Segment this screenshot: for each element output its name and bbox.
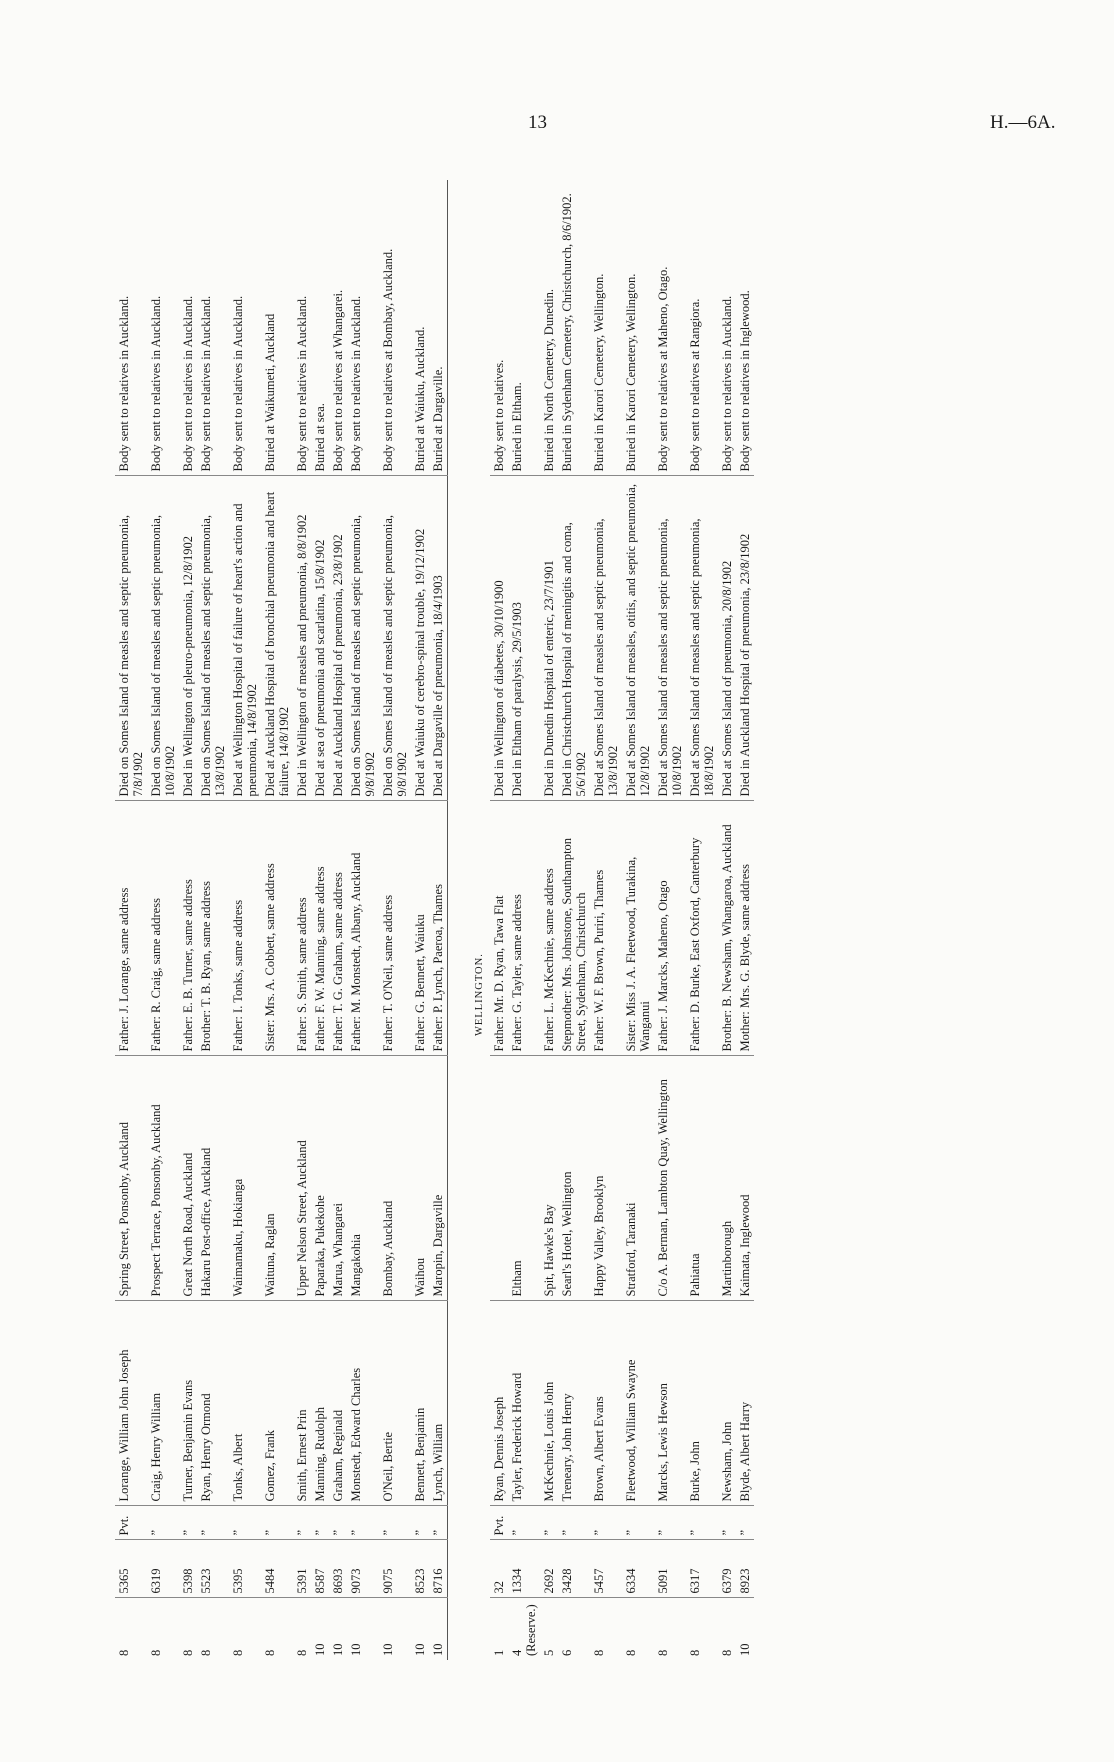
address-cell: Upper Nelson Street, Auckland: [293, 1056, 311, 1301]
contingent-cell: 8: [261, 1598, 293, 1660]
remarks-cell: Body sent to relatives in Auckland.: [117, 295, 131, 472]
next-of-kin-cell: Father: J. Lorange, same address: [115, 801, 147, 1056]
address-cell: Waihou: [411, 1056, 429, 1301]
contingent-cell: 8: [147, 1598, 179, 1660]
name-cell: Newsham, John: [718, 1301, 736, 1506]
wellington-heading: WELLINGTON.: [474, 953, 485, 1036]
rank-cell: ”: [429, 1506, 448, 1540]
rank-cell: ”: [622, 1506, 654, 1540]
next-of-kin-cell: Stepmother: Mrs. Johnstone, Southampton Street, Sydenham, Christchurch: [558, 801, 590, 1056]
death-cell: Died at Somes Island of measles and septic pneumonia, 18/8/1902: [686, 476, 718, 801]
rank-cell: ”: [508, 1506, 540, 1540]
death-cell: Died at Somes Island of measles, otitis, and septic pneumonia, 12/8/1902: [622, 476, 654, 801]
next-of-kin-cell: Sister: Mrs. A. Cobbett, same address: [261, 801, 293, 1056]
rank-cell: ”: [540, 1506, 558, 1540]
name-cell: Turner, Benjamin Evans: [179, 1301, 197, 1506]
address-cell: Pahiatua: [686, 1056, 718, 1301]
remarks-cell: Buried at Waiuku, Auckland.: [413, 326, 427, 472]
next-of-kin-cell: Father: P. Lynch, Paeroa, Thames: [429, 801, 448, 1056]
contingent-cell: 8: [179, 1598, 197, 1660]
table-row: [197, 180, 229, 1660]
address-cell: Great North Road, Auckland: [179, 1056, 197, 1301]
regimental-number-cell: 32: [490, 1540, 508, 1598]
regimental-number-cell: 6379: [718, 1540, 736, 1598]
regimental-number-cell: 5398: [179, 1540, 197, 1598]
next-of-kin-cell: Father: F. W. Manning, same address: [311, 801, 329, 1056]
remarks-cell: Buried in Eltham.: [509, 382, 524, 472]
rank-cell: ”: [718, 1506, 736, 1540]
rank-cell: ”: [147, 1506, 179, 1540]
address-cell: Spit, Hawke's Bay: [540, 1056, 558, 1301]
table-row: [329, 180, 347, 1660]
rank-cell: ”: [736, 1506, 754, 1540]
next-of-kin-cell: Father: G. Bennett, Waiuku: [411, 801, 429, 1056]
address-cell: Kaimata, Inglewood: [736, 1056, 754, 1301]
address-cell: Bombay, Auckland: [379, 1056, 411, 1301]
address-cell: Hakaru Post-office, Auckland: [197, 1056, 229, 1301]
table-row: [229, 180, 261, 1660]
rank-cell: Pvt.: [490, 1506, 508, 1540]
name-cell: O'Neil, Bertie: [379, 1301, 411, 1506]
next-of-kin-cell: Father: D. Burke, East Oxford, Canterbury: [686, 801, 718, 1056]
table-row: [147, 180, 179, 1660]
next-of-kin-cell: Father: S. Smith, same address: [293, 801, 311, 1056]
contingent-cell: 1: [490, 1598, 508, 1660]
table-row: [540, 180, 558, 1660]
name-cell: Tayler, Frederick Howard: [508, 1301, 540, 1506]
remarks-cell: Body sent to relatives in Auckland.: [149, 295, 163, 472]
regimental-number-cell: 5395: [229, 1540, 261, 1598]
section-divider: [448, 180, 490, 1660]
table-row: [347, 180, 379, 1660]
contingent-cell: 8: [718, 1598, 736, 1660]
table-row: [686, 180, 718, 1660]
address-cell: Martinborough: [718, 1056, 736, 1301]
death-cell: Died on Somes Island of measles and septic pneumonia, 9/8/1902: [347, 476, 379, 801]
next-of-kin-cell: Brother: T. B. Ryan, same address: [197, 801, 229, 1056]
address-cell: Marua, Whangarei: [329, 1056, 347, 1301]
next-of-kin-cell: Father: I. Tonks, same address: [229, 801, 261, 1056]
rank-cell: ”: [590, 1506, 622, 1540]
address-cell: C/o A. Berman, Lambton Quay, Wellington: [654, 1056, 686, 1301]
address-cell: Eltham: [508, 1056, 540, 1301]
death-cell: Died in Dunedin Hospital of enteric, 23/7/1901: [540, 476, 558, 801]
rank-cell: ”: [686, 1506, 718, 1540]
wellington-section: [490, 180, 754, 1660]
name-cell: Craig, Henry William: [147, 1301, 179, 1506]
address-cell: Waimamaku, Hokianga: [229, 1056, 261, 1301]
regimental-number-cell: 6319: [147, 1540, 179, 1598]
contingent-cell: 5: [540, 1598, 558, 1660]
next-of-kin-cell: Father: R. Craig, same address: [147, 801, 179, 1056]
regimental-number-cell: 8716: [429, 1540, 448, 1598]
remarks-cell: Buried in Sydenham Cemetery, Christchurch, 8/6/1902.: [559, 193, 574, 472]
table-row: [261, 180, 293, 1660]
address-cell: Searl's Hotel, Wellington: [558, 1056, 590, 1301]
death-cell: Died at Somes Island of pneumonia, 20/8/1902: [718, 476, 736, 801]
contingent-cell: 10: [736, 1598, 754, 1660]
death-cell: Died in Wellington of diabetes, 30/10/1900: [490, 476, 508, 801]
contingent-cell: 10: [411, 1598, 429, 1660]
remarks-cell: Buried at Dargaville.: [431, 366, 445, 472]
rank-cell: ”: [261, 1506, 293, 1540]
address-cell: Happy Valley, Brooklyn: [590, 1056, 622, 1301]
regimental-number-cell: 5365: [115, 1540, 147, 1598]
death-cell: Died at Dargaville of pneumonia, 18/4/1903: [429, 476, 448, 801]
rank-cell: ”: [558, 1506, 590, 1540]
table-row: [718, 180, 736, 1660]
next-of-kin-cell: Father: M. Monstedt, Albany, Auckland: [347, 801, 379, 1056]
remarks-cell: Body sent to relatives in Auckland.: [295, 295, 309, 472]
name-cell: Brown, Albert Evans: [590, 1301, 622, 1506]
next-of-kin-cell: Father: G. Tayler, same address: [508, 801, 540, 1056]
address-cell: Mangakohia: [347, 1056, 379, 1301]
rank-cell: ”: [347, 1506, 379, 1540]
table-row: [293, 180, 311, 1660]
name-cell: Monstedt, Edward Charles: [347, 1301, 379, 1506]
next-of-kin-cell: Mother: Mrs. G. Blyde, same address: [736, 801, 754, 1056]
regimental-number-cell: 1334: [508, 1540, 540, 1598]
contingent-cell: 10: [311, 1598, 329, 1660]
table-row: [736, 180, 754, 1660]
regimental-number-cell: 8923: [736, 1540, 754, 1598]
remarks-cell: Body sent to relatives in Inglewood.: [737, 290, 752, 472]
remarks-cell: Buried at sea.: [313, 403, 327, 472]
contingent-cell: 8: [654, 1598, 686, 1660]
contingent-cell: 10: [429, 1598, 448, 1660]
remarks-cell: Body sent to relatives in Auckland.: [199, 295, 213, 472]
rank-cell: Pvt.: [115, 1506, 147, 1540]
rank-cell: ”: [654, 1506, 686, 1540]
casualty-table: [115, 180, 754, 1660]
name-cell: Ryan, Henry Ormond: [197, 1301, 229, 1506]
name-cell: Tonks, Albert: [229, 1301, 261, 1506]
table-row: [411, 180, 429, 1660]
address-cell: Waituna, Raglan: [261, 1056, 293, 1301]
table-row: [115, 180, 147, 1660]
rank-cell: ”: [229, 1506, 261, 1540]
name-cell: Smith, Ernest Prin: [293, 1301, 311, 1506]
remarks-cell: Body sent to relatives at Bombay, Auckland.: [381, 248, 395, 472]
regimental-number-cell: 5484: [261, 1540, 293, 1598]
table-row: [590, 180, 622, 1660]
name-cell: McKechnie, Louis John: [540, 1301, 558, 1506]
document-reference: H.—6A.: [990, 112, 1056, 133]
death-cell: Died on Somes Island of measles and septic pneumonia, 9/8/1902: [379, 476, 411, 801]
name-cell: Fleetwood, William Swayne: [622, 1301, 654, 1506]
regimental-number-cell: 5457: [590, 1540, 622, 1598]
contingent-cell: 10: [347, 1598, 379, 1660]
address-cell: Paparaka, Pukekohe: [311, 1056, 329, 1301]
contingent-cell: 8: [293, 1598, 311, 1660]
death-cell: Died at Auckland Hospital of bronchial pneumonia and heart failure, 14/8/1902: [261, 476, 293, 801]
table-row: [311, 180, 329, 1660]
rank-cell: ”: [411, 1506, 429, 1540]
name-cell: Lynch, William: [429, 1301, 448, 1506]
table-row: [490, 180, 508, 1660]
regimental-number-cell: 8693: [329, 1540, 347, 1598]
rank-cell: ”: [179, 1506, 197, 1540]
death-cell: Died at sea of pneumonia and scarlatina, 15/8/1902: [311, 476, 329, 801]
next-of-kin-cell: Father: J. Marcks, Maheno, Otago: [654, 801, 686, 1056]
death-cell: Died on Somes Island of measles and septic pneumonia, 7/8/1902: [115, 476, 147, 801]
table-row: [508, 180, 540, 1660]
remarks-cell: Buried at Waikumeti, Auckland: [263, 313, 277, 472]
remarks-cell: Buried in Karori Cemetery, Wellington.: [623, 273, 638, 472]
death-cell: Died in Wellington of measles and pneumonia, 8/8/1902: [293, 476, 311, 801]
table-row: [622, 180, 654, 1660]
next-of-kin-cell: Father: W. F. Brown, Puriri, Thames: [590, 801, 622, 1056]
page-number: 13: [528, 112, 547, 133]
remarks-cell: Body sent to relatives in Auckland.: [181, 295, 195, 472]
next-of-kin-cell: Father: L. McKechnie, same address: [540, 801, 558, 1056]
regimental-number-cell: 9075: [379, 1540, 411, 1598]
rank-cell: ”: [311, 1506, 329, 1540]
regimental-number-cell: 2692: [540, 1540, 558, 1598]
contingent-cell: 6: [558, 1598, 590, 1660]
address-cell: Spring Street, Ponsonby, Auckland: [115, 1056, 147, 1301]
remarks-cell: Body sent to relatives.: [491, 359, 506, 472]
next-of-kin-cell: Sister: Miss J. A. Fleetwood, Turakina, Wanganui: [622, 801, 654, 1056]
table-row: [179, 180, 197, 1660]
remarks-cell: Body sent to relatives at Whangarei.: [331, 289, 345, 472]
remarks-cell: Body sent to relatives in Auckland.: [231, 295, 245, 472]
rank-cell: ”: [293, 1506, 311, 1540]
death-cell: Died at Waiuku of cerebro-spinal trouble, 19/12/1902: [411, 476, 429, 801]
name-cell: Blyde, Albert Harry: [736, 1301, 754, 1506]
death-cell: Died on Somes Island of measles and septic pneumonia, 10/8/1902: [147, 476, 179, 801]
rank-cell: ”: [379, 1506, 411, 1540]
contingent-cell: 10: [379, 1598, 411, 1660]
regimental-number-cell: 9073: [347, 1540, 379, 1598]
death-cell: Died in Christchurch Hospital of meningitis and coma, 5/6/1902: [558, 476, 590, 801]
next-of-kin-cell: Brother: B. Newsham, Whangaroa, Auckland: [718, 801, 736, 1056]
name-cell: Marcks, Lewis Hewson: [654, 1301, 686, 1506]
contingent-cell: 8: [115, 1598, 147, 1660]
regimental-number-cell: 8523: [411, 1540, 429, 1598]
death-cell: Died at Somes Island of measles and septic pneumonia, 13/8/1902: [590, 476, 622, 801]
contingent-cell: 8: [622, 1598, 654, 1660]
name-cell: Ryan, Dennis Joseph: [490, 1301, 508, 1506]
name-cell: Gomez, Frank: [261, 1301, 293, 1506]
table-row: [429, 180, 448, 1660]
remarks-cell: Buried in North Cemetery, Dunedin.: [541, 289, 556, 472]
name-cell: Burke, John: [686, 1301, 718, 1506]
address-cell: Stratford, Taranaki: [622, 1056, 654, 1301]
death-cell: Died in Wellington of pleuro-pneumonia, 12/8/1902: [179, 476, 197, 801]
next-of-kin-cell: Father: T. O'Neil, same address: [379, 801, 411, 1056]
regimental-number-cell: 5091: [654, 1540, 686, 1598]
remarks-cell: Body sent to relatives at Rangiora.: [687, 298, 702, 472]
death-cell: Died at Somes Island of measles and septic pneumonia, 10/8/1902: [654, 476, 686, 801]
name-cell: Bennett, Benjamin: [411, 1301, 429, 1506]
regimental-number-cell: 8587: [311, 1540, 329, 1598]
name-cell: Lorange, William John Joseph: [115, 1301, 147, 1506]
address-cell: Prospect Terrace, Ponsonby, Auckland: [147, 1056, 179, 1301]
death-cell: Died on Somes Island of measles and septic pneumonia, 13/8/1902: [197, 476, 229, 801]
next-of-kin-cell: Father: Mr. D. Ryan, Tawa Flat: [490, 801, 508, 1056]
table-row: [379, 180, 411, 1660]
contingent-cell: 4 (Reserve.): [508, 1598, 540, 1660]
contingent-cell: 8: [686, 1598, 718, 1660]
rank-cell: ”: [329, 1506, 347, 1540]
death-cell: Died in Auckland Hospital of pneumonia, 23/8/1902: [736, 476, 754, 801]
next-of-kin-cell: Father: E. B. Turner, same address: [179, 801, 197, 1056]
name-cell: Treneary, John Henry: [558, 1301, 590, 1506]
regimental-number-cell: 3428: [558, 1540, 590, 1598]
address-cell: Maropin, Dargaville: [429, 1056, 448, 1301]
rank-cell: ”: [197, 1506, 229, 1540]
death-cell: Died at Wellington Hospital of failure of heart's action and pneumonia, 14/8/1902: [229, 476, 261, 801]
death-cell: Died at Auckland Hospital of pneumonia, 23/8/1902: [329, 476, 347, 801]
table-row: [558, 180, 590, 1660]
regimental-number-cell: 5391: [293, 1540, 311, 1598]
remarks-cell: Body sent to relatives in Auckland.: [719, 295, 734, 472]
remarks-cell: Body sent to relatives at Maheno, Otago.: [655, 266, 670, 472]
remarks-cell: Buried in Karori Cemetery, Wellington.: [591, 273, 606, 472]
contingent-cell: 8: [197, 1598, 229, 1660]
death-cell: Died in Eltham of paralysis, 29/5/1903: [508, 476, 540, 801]
table-row: [654, 180, 686, 1660]
remarks-cell: Body sent to relatives in Auckland.: [349, 295, 363, 472]
name-cell: Manning, Rudolph: [311, 1301, 329, 1506]
name-cell: Graham, Reginald: [329, 1301, 347, 1506]
contingent-cell: 8: [590, 1598, 622, 1660]
address-cell: [490, 1056, 508, 1301]
next-of-kin-cell: Father: T. G. Graham, same address: [329, 801, 347, 1056]
regimental-number-cell: 5523: [197, 1540, 229, 1598]
rotated-table-container: [115, 180, 955, 1660]
regimental-number-cell: 6317: [686, 1540, 718, 1598]
auckland-section: [115, 180, 448, 1660]
contingent-cell: 10: [329, 1598, 347, 1660]
regimental-number-cell: 6334: [622, 1540, 654, 1598]
contingent-cell: 8: [229, 1598, 261, 1660]
